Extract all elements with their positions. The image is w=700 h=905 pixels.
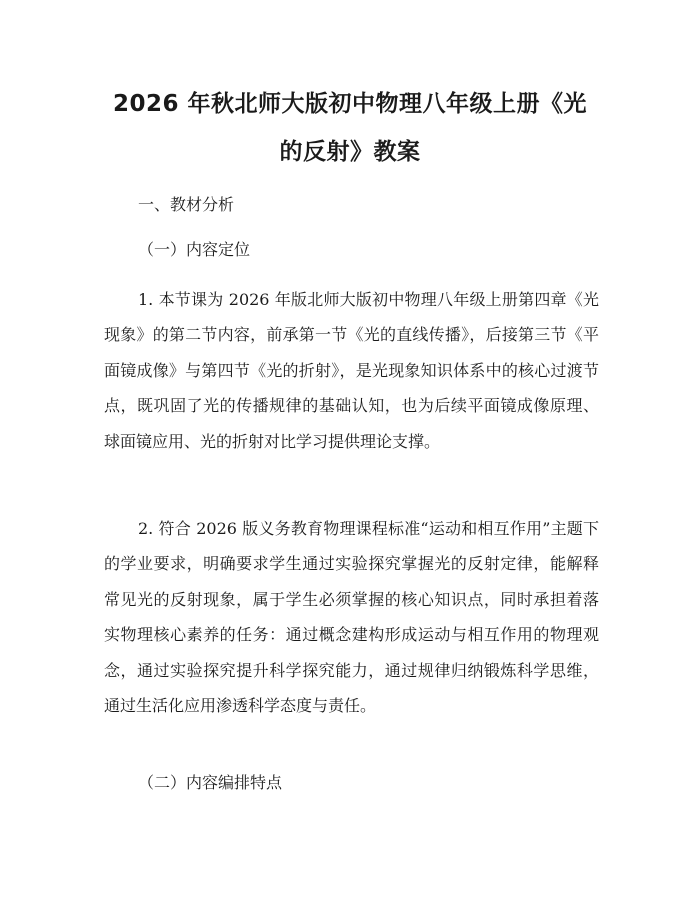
section-heading-textbook-analysis: 一、教材分析 <box>138 195 235 214</box>
subsection-heading-content-positioning: （一）内容定位 <box>138 240 251 259</box>
paragraph-2: 2. 符合 2026 版义务教育物理课程标准“运动和相互作用”主题下的学业要求，明确要求学生通过实验探究掌握光的反射定律，能解释常见光的反射现象，属于学生必须掌握的核心知识点，同时承担着落实物理核心素养的任务：通过概念建构形成运动与相互作用的物理观念，通过实验探究提升科学探究能力，通过规律归纳锻炼科学思维，通过生活化应用渗透科学态度与责任。 <box>104 519 599 716</box>
document-title-line-2: 的反射》教案 <box>279 139 421 165</box>
document-title-line-1: 2026 年秋北师大版初中物理八年级上册《光 <box>112 91 588 117</box>
paragraph-1: 1. 本节课为 2026 年版北师大版初中物理八年级上册第四章《光现象》的第二节内容，前承第一节《光的直线传播》，后接第三节《平面镜成像》与第四节《光的折射》，是光现象知识体系中的核心过渡节点，既巩固了光的传播规律的基础认知，也为后续平面镜成像原理、球面镜应用、光的折射对比学习提供理论支撑。 <box>104 290 599 451</box>
subsection-heading-content-arrangement: （二）内容编排特点 <box>138 773 283 792</box>
